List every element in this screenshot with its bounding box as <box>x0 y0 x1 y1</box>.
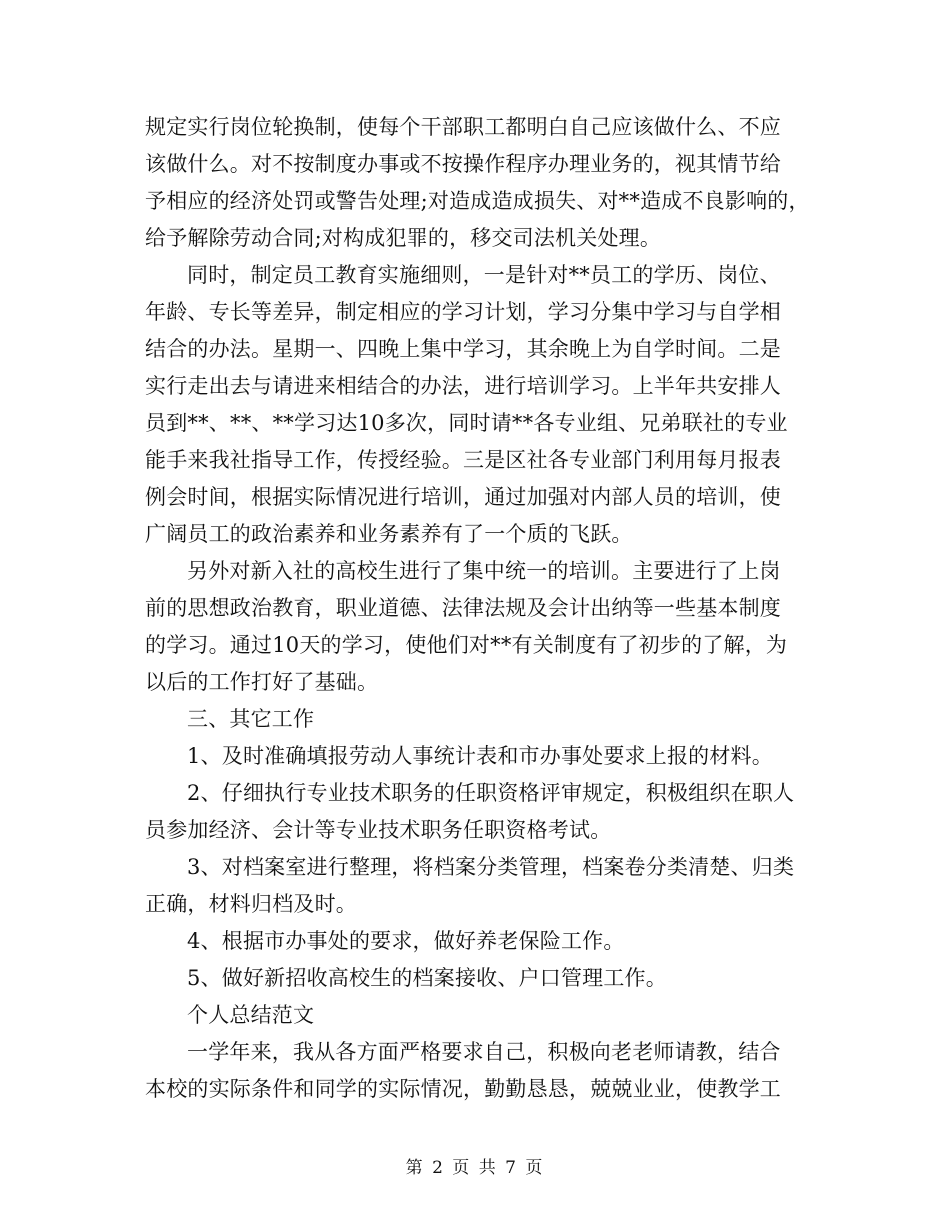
paragraph-start-line: 另外对新入社的高校生进行了集中统一的培训。主要进行了上岗 <box>187 559 781 583</box>
text-line: 予相应的经济处罚或警告处理;对造成造成损失、对**造成不良影响的， <box>145 189 810 213</box>
text-line: 规定实行岗位轮换制，使每个干部职工都明白自己应该做什么、不应 <box>145 115 781 139</box>
text-line: 本校的实际条件和同学的实际情况，勤勤恳恳，兢兢业业，使教学工 <box>145 1077 781 1101</box>
text-line: 实行走出去与请进来相结合的办法，进行培训学习。上半年共安排人 <box>145 374 781 398</box>
text-line: 前的思想政治教育，职业道德、法律法规及会计出纳等一些基本制度 <box>145 596 781 620</box>
section-heading: 三、其它工作 <box>187 707 315 731</box>
text-line: 该做什么。对不按制度办事或不按操作程序办理业务的，视其情节给 <box>145 152 781 176</box>
text-line: 年龄、专长等差异，制定相应的学习计划，学习分集中学习与自学相 <box>145 300 781 324</box>
text-line: 能手来我社指导工作，传授经验。三是区社各专业部门利用每月报表 <box>145 448 781 472</box>
list-item: 4、根据市办事处的要求，做好养老保险工作。 <box>187 929 625 953</box>
text-line: 给予解除劳动合同;对构成犯罪的，移交司法机关处理。 <box>145 226 662 250</box>
paragraph-start-line: 一学年来，我从各方面严格要求自己，积极向老老师请教，结合 <box>187 1040 781 1064</box>
text-line: 的学习。通过10天的学习，使他们对**有关制度有了初步的了解，为 <box>145 633 788 657</box>
page-number-footer: 第 2 页 共 7 页 <box>405 1158 545 1178</box>
text-line: 结合的办法。星期一、四晚上集中学习，其余晚上为自学时间。二是 <box>145 337 781 361</box>
list-item: 2、仔细执行专业技术职务的任职资格评审规定，积极组织在职人 <box>187 781 795 805</box>
list-item: 5、做好新招收高校生的档案接收、户口管理工作。 <box>187 966 667 990</box>
paragraph-start-line: 同时，制定员工教育实施细则，一是针对**员工的学历、岗位、 <box>187 263 781 287</box>
text-line: 广阔员工的政治素养和业务素养有了一个质的飞跃。 <box>145 522 633 546</box>
section-title: 个人总结范文 <box>187 1003 315 1027</box>
text-line: 例会时间，根据实际情况进行培训，通过加强对内部人员的培训，使 <box>145 485 781 509</box>
text-line: 正确，材料归档及时。 <box>145 892 357 916</box>
list-item: 3、对档案室进行整理，将档案分类管理，档案卷分类清楚、归类 <box>187 855 795 879</box>
text-line: 员参加经济、会计等专业技术职务任职资格考试。 <box>145 818 612 842</box>
text-line: 员到**、**、**学习达10多次，同时请**各专业组、兄弟联社的专业 <box>145 411 788 435</box>
text-line: 以后的工作打好了基础。 <box>145 670 379 694</box>
list-item: 1、及时准确填报劳动人事统计表和市办事处要求上报的材料。 <box>187 744 773 768</box>
